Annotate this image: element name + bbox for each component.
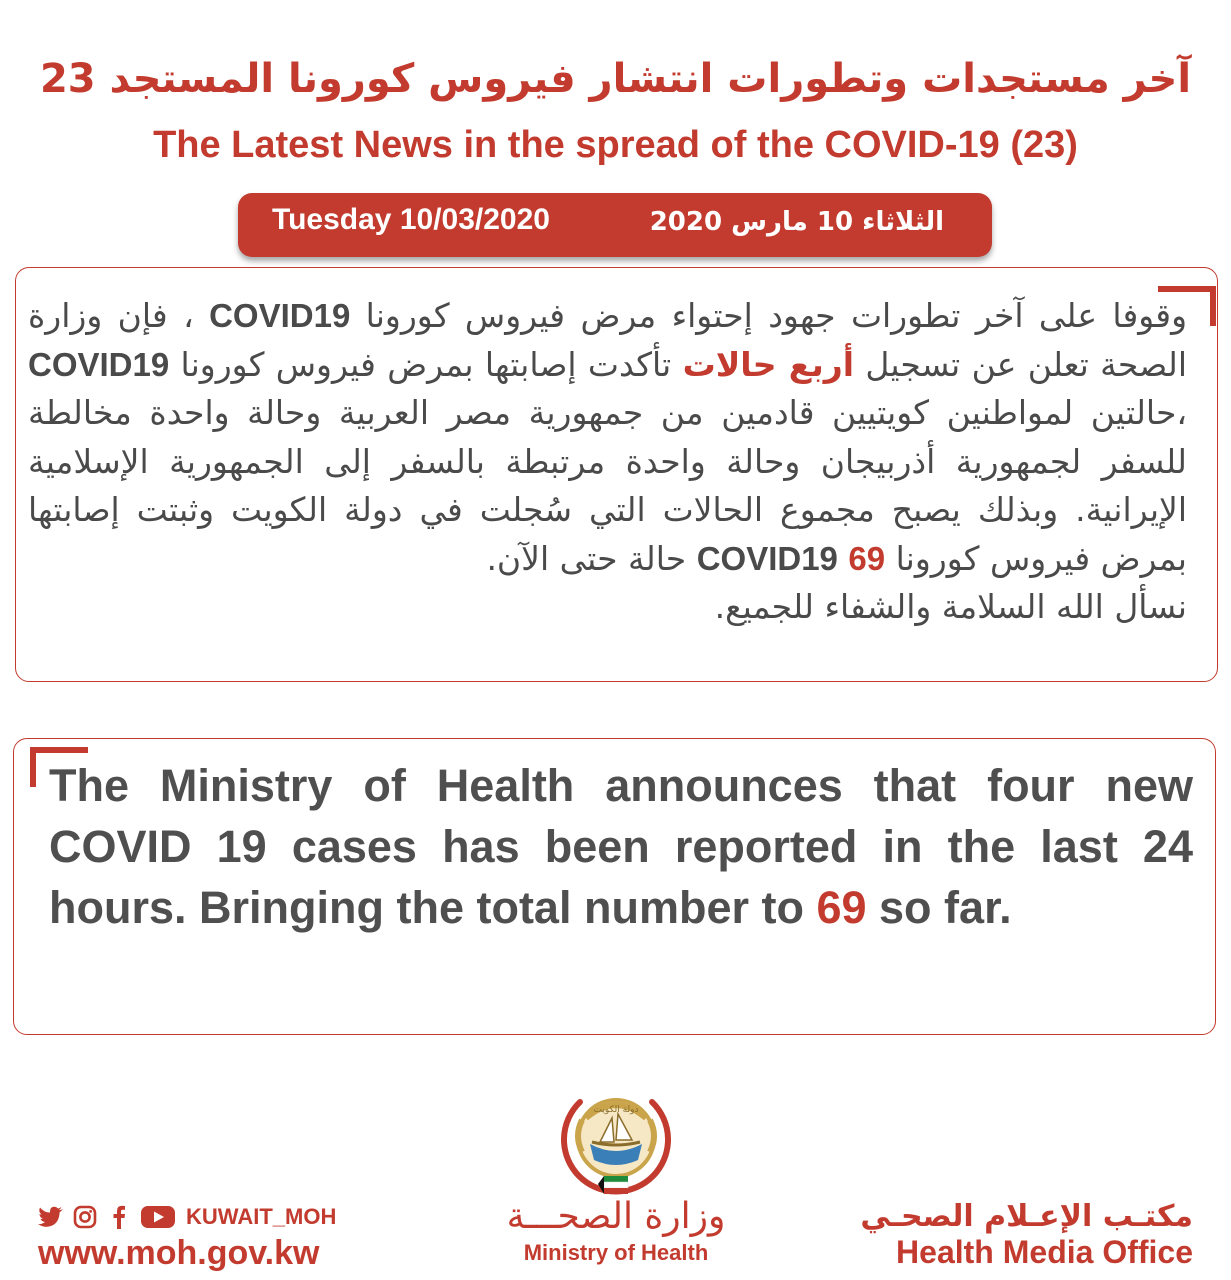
- ar-text-segment: ، فإن وزارة الصحة تعلن عن تسجيل: [28, 296, 1188, 384]
- ar-covid-label: COVID19: [209, 297, 351, 334]
- date-banner: [238, 193, 992, 257]
- arabic-announcement-text: [28, 292, 1187, 632]
- ar-covid-label: COVID19: [28, 345, 170, 383]
- en-text-segment: The Ministry of Health announces that four new COVID 19 cases has been reported in the last 24 hours. Bringing the total number to: [49, 760, 1193, 933]
- english-announcement-box: [13, 738, 1216, 1035]
- ministry-name-arabic: وزارة الصحـــة: [506, 1196, 726, 1237]
- office-name-arabic: مكتـب الإعـلام الصحـي: [860, 1199, 1193, 1234]
- facebook-icon[interactable]: [106, 1205, 132, 1229]
- ar-closing-line: نسأل الله السلامة والشفاء للجميع.: [714, 587, 1187, 626]
- en-text-segment: so far.: [866, 882, 1012, 933]
- date-english: Tuesday 10/03/2020: [272, 203, 550, 236]
- ar-highlight-four-cases: أربع حالات: [682, 344, 855, 384]
- twitter-icon[interactable]: [38, 1205, 64, 1229]
- ministry-logo-block: [480, 1196, 752, 1266]
- social-links: [38, 1204, 336, 1230]
- ar-text-segment: حالة حتى الآن.: [486, 538, 697, 578]
- title-arabic: آخر مستجدات وتطورات انتشار فيروس كورونا المستجد 23: [39, 56, 1192, 102]
- emblem-label: دولة الكويت: [593, 1105, 639, 1115]
- social-footer: [38, 1204, 336, 1273]
- en-total-count: 69: [816, 882, 867, 933]
- english-announcement-text: [49, 755, 1193, 938]
- social-handle[interactable]: KUWAIT_MOH: [186, 1204, 337, 1229]
- media-office-block: [860, 1200, 1193, 1271]
- ar-text-segment: وقوفا على آخر تطورات جهود إحتواء مرض فيروس كورونا: [350, 296, 1188, 335]
- ar-text-segment: تأكدت إصابتها بمرض فيروس كورونا: [169, 344, 683, 384]
- ar-covid-label: COVID19: [696, 539, 838, 577]
- title-english: The Latest News in the spread of the COVID-19 (23): [153, 124, 1078, 166]
- ministry-name-english: Ministry of Health: [523, 1240, 709, 1265]
- youtube-icon[interactable]: [140, 1205, 176, 1229]
- ar-text-segment: ،حالتين لمواطنين كويتيين قادمين من جمهورية مصر العربية وحالة واحدة مخالطة للسفر لجمهورية أذربيجان وحالة واحدة مرتبطة بالسفر إلى الجمهورية الإسلامية الإيرانية. وبذلك يصبح مجموع الحالات التي سُجلت في دولة الكويت وثبتت إصابتها بمرض فيروس كورونا: [28, 393, 1187, 578]
- instagram-icon[interactable]: [72, 1205, 98, 1229]
- website-link[interactable]: www.moh.gov.kw: [38, 1234, 320, 1272]
- office-name-english: Health Media Office: [896, 1234, 1193, 1270]
- date-arabic: الثلاثاء 10 مارس 2020: [649, 207, 944, 237]
- arabic-announcement-box: [15, 267, 1218, 682]
- ar-total-count: 69: [848, 539, 886, 577]
